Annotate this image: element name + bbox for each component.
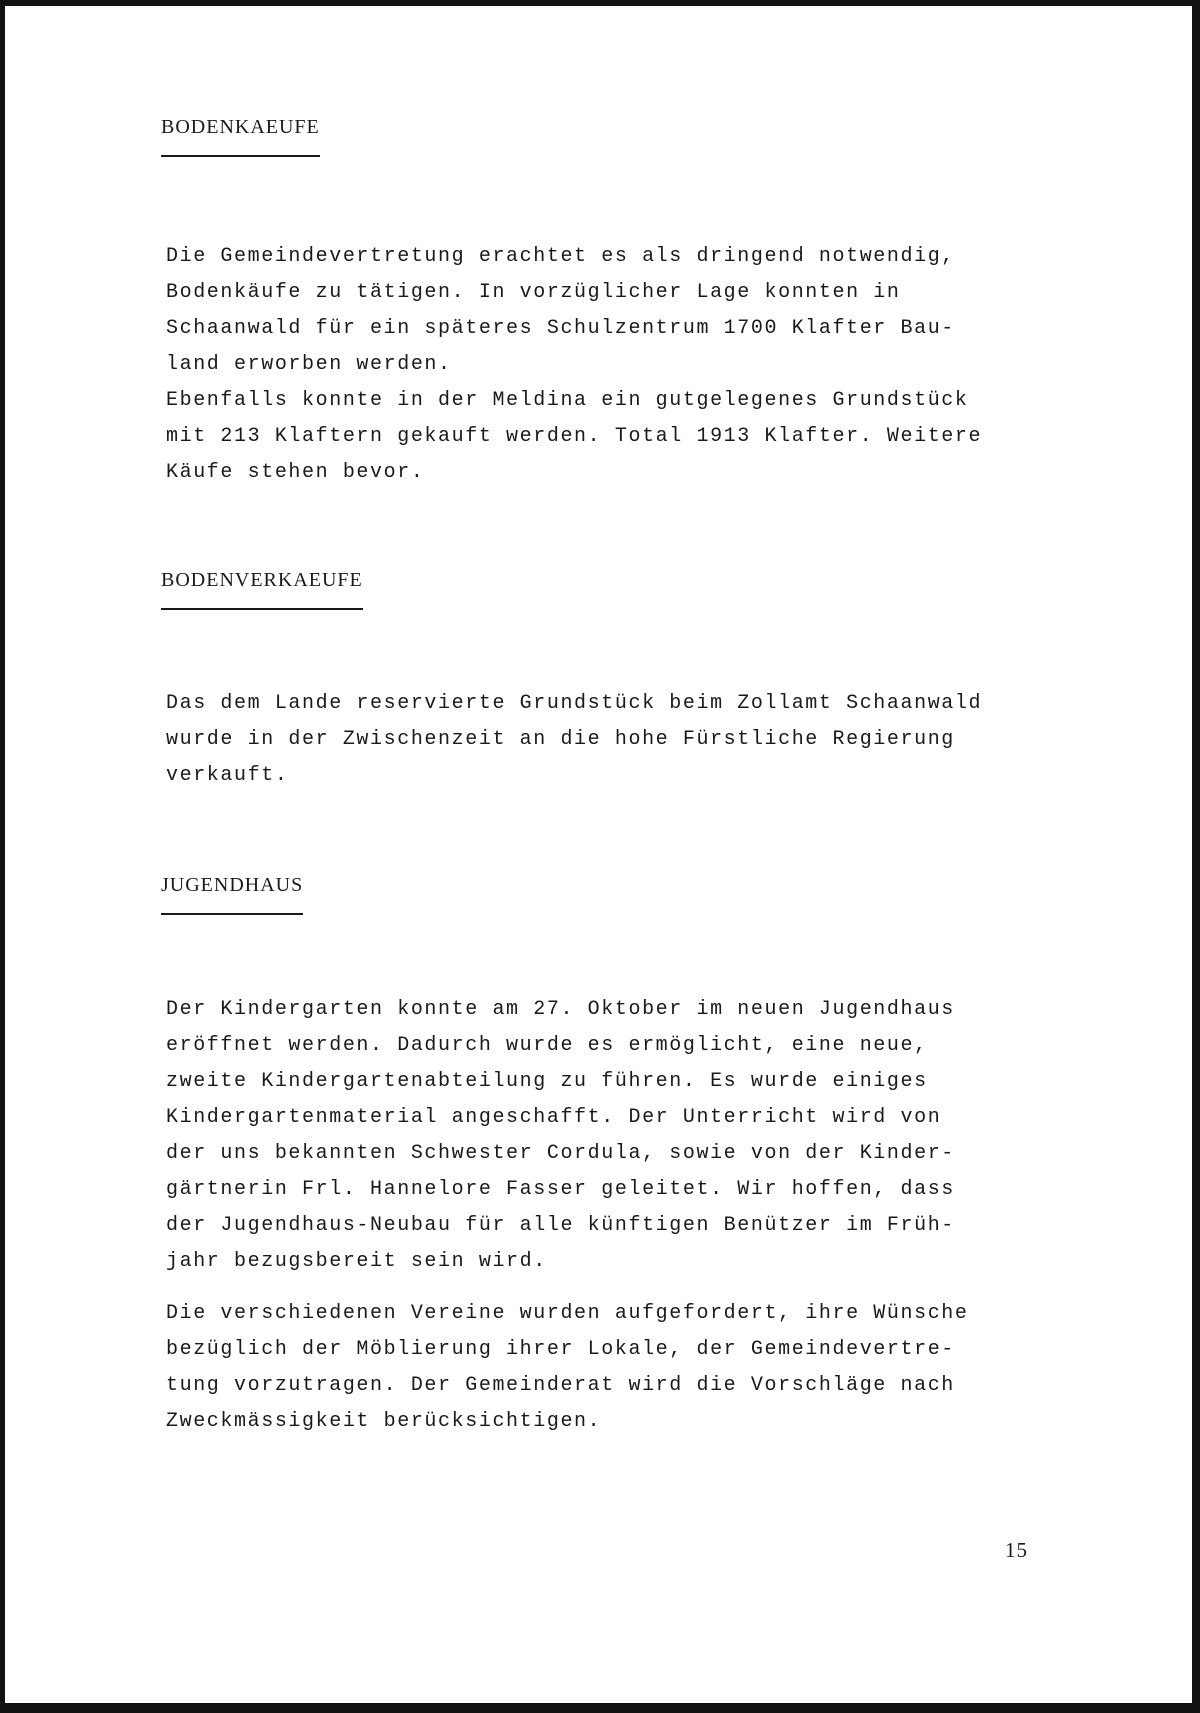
text-line: gärtnerin Frl. Hannelore Fasser geleitet. Wir hoffen, dass (166, 1178, 955, 1201)
section-heading-jugendhaus: JUGENDHAUS (161, 874, 303, 915)
text-line: eröffnet werden. Dadurch wurde es ermöglicht, eine neue, (166, 1034, 928, 1057)
text-line: verkauft. (166, 764, 289, 787)
paragraph-jugendhaus-2 (166, 1296, 1086, 1440)
text-line: Kindergartenmaterial angeschafft. Der Unterricht wird von (166, 1106, 942, 1129)
text-line: Die Gemeindevertretung erachtet es als dringend notwendig, (166, 245, 955, 268)
text-line: tung vorzutragen. Der Gemeinderat wird die Vorschläge nach (166, 1374, 955, 1397)
section-heading-bodenverkaeufe: BODENVERKAEUFE (161, 569, 363, 610)
text-line: der Jugendhaus-Neubau für alle künftigen Benützer im Früh- (166, 1214, 955, 1237)
text-line: der uns bekannten Schwester Cordula, sowie von der Kinder- (166, 1142, 955, 1165)
text-line: Bodenkäufe zu tätigen. In vorzüglicher Lage konnten in (166, 281, 901, 304)
page-number: 15 (1005, 1538, 1028, 1562)
section-heading-bodenkaeufe: BODENKAEUFE (161, 116, 320, 157)
text-line: wurde in der Zwischenzeit an die hohe Fürstliche Regierung (166, 728, 955, 751)
paragraph-bodenkaeufe (166, 239, 1086, 491)
text-line: mit 213 Klaftern gekauft werden. Total 1913 Klafter. Weitere (166, 425, 983, 448)
text-line: Ebenfalls konnte in der Meldina ein gutgelegenes Grundstück (166, 389, 969, 412)
text-line: Das dem Lande reservierte Grundstück beim Zollamt Schaanwald (166, 692, 983, 715)
text-line: Schaanwald für ein späteres Schulzentrum 1700 Klafter Bau- (166, 317, 955, 340)
text-line: Zweckmässigkeit berücksichtigen. (166, 1410, 602, 1433)
text-line: Die verschiedenen Vereine wurden aufgefordert, ihre Wünsche (166, 1302, 969, 1325)
text-line: bezüglich der Möblierung ihrer Lokale, der Gemeindevertre- (166, 1338, 955, 1361)
text-line: jahr bezugsbereit sein wird. (166, 1250, 547, 1273)
text-line: land erworben werden. (166, 353, 452, 376)
text-line: Käufe stehen bevor. (166, 461, 425, 484)
paragraph-jugendhaus-1 (166, 992, 1086, 1280)
text-line: zweite Kindergartenabteilung zu führen. Es wurde einiges (166, 1070, 928, 1093)
text-line: Der Kindergarten konnte am 27. Oktober im neuen Jugendhaus (166, 998, 955, 1021)
paragraph-bodenverkaeufe (166, 686, 1086, 794)
